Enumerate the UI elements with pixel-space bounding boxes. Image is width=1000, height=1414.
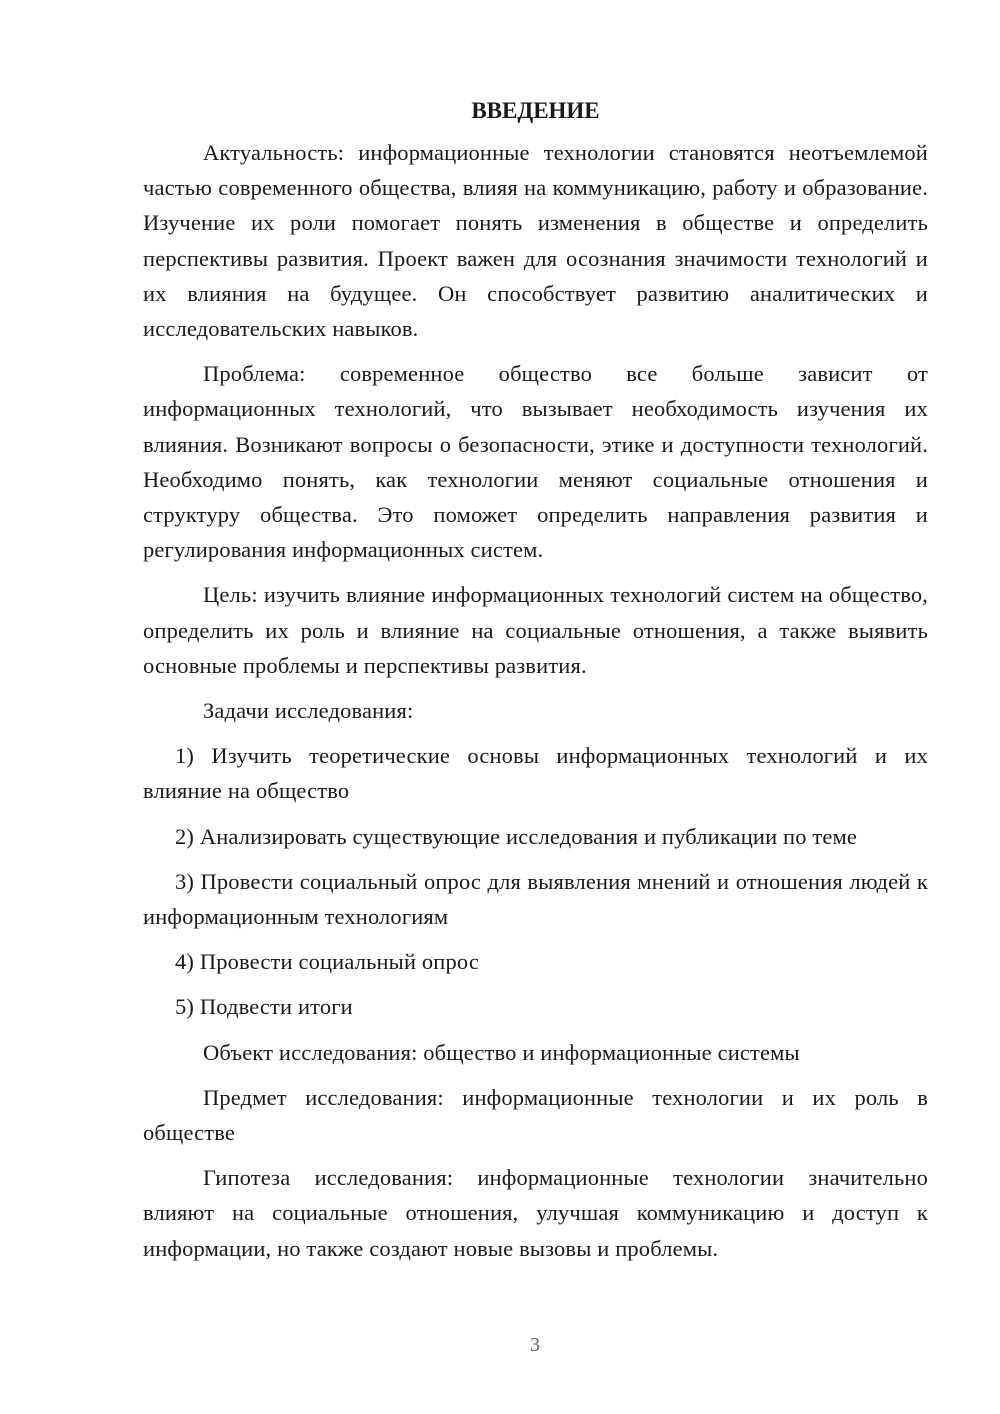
page-title: ВВЕДЕНИЕ — [471, 98, 600, 123]
task-item-1: 1) Изучить теоретические основы информационных технологий и их влияние на общество — [143, 743, 928, 804]
task-item-3: 3) Провести социальный опрос для выявления мнений и отношения людей к информационным технологиям — [143, 868, 928, 930]
tasks-heading: Задачи исследования: — [203, 698, 414, 724]
document-page — [143, 96, 928, 1276]
task-item-4: 4) Провести социальный опрос — [175, 949, 479, 975]
object-paragraph: Объект исследования: общество и информационные системы — [203, 1039, 800, 1065]
page-number: 3 — [530, 1334, 540, 1356]
hypothesis-paragraph: Гипотеза исследования: информационные технологии значительно влияют на социальные отношения, улучшая коммуникацию и доступ к информации, но также создают новые вызовы и проблемы. — [143, 1165, 928, 1261]
subject-paragraph: Предмет исследования: информационные технологии и их роль в обществе — [143, 1084, 928, 1146]
goal-paragraph: Цель: изучить влияние информационных технологий систем на общество, определить их роль и влияние на социальные отношения, а также выявить основные проблемы и перспективы развития. — [143, 582, 928, 678]
problem-paragraph: Проблема: современное общество все больше зависит от информационных технологий, что вызывает необходимость изучения их влияния. Возникают вопросы о безопасности, этике и доступности технологий. Необходимо понять, как технологии меняют социальные отношения и структуру общества. Это поможет определить направления развития и регулирования информационных систем. — [143, 361, 928, 563]
relevance-paragraph: Актуальность: информационные технологии становятся неотъемлемой частью современного общества, влияя на коммуникацию, работу и образование. Изучение их роли помогает понять изменения в обществе и определить перспективы развития. Проект важен для осознания значимости технологий и их влияния на будущее. Он способствует развитию аналитических и исследовательских навыков. — [143, 140, 928, 342]
task-item-5: 5) Подвести итоги — [175, 994, 353, 1020]
task-item-2: 2) Анализировать существующие исследования и публикации по теме — [175, 823, 858, 849]
